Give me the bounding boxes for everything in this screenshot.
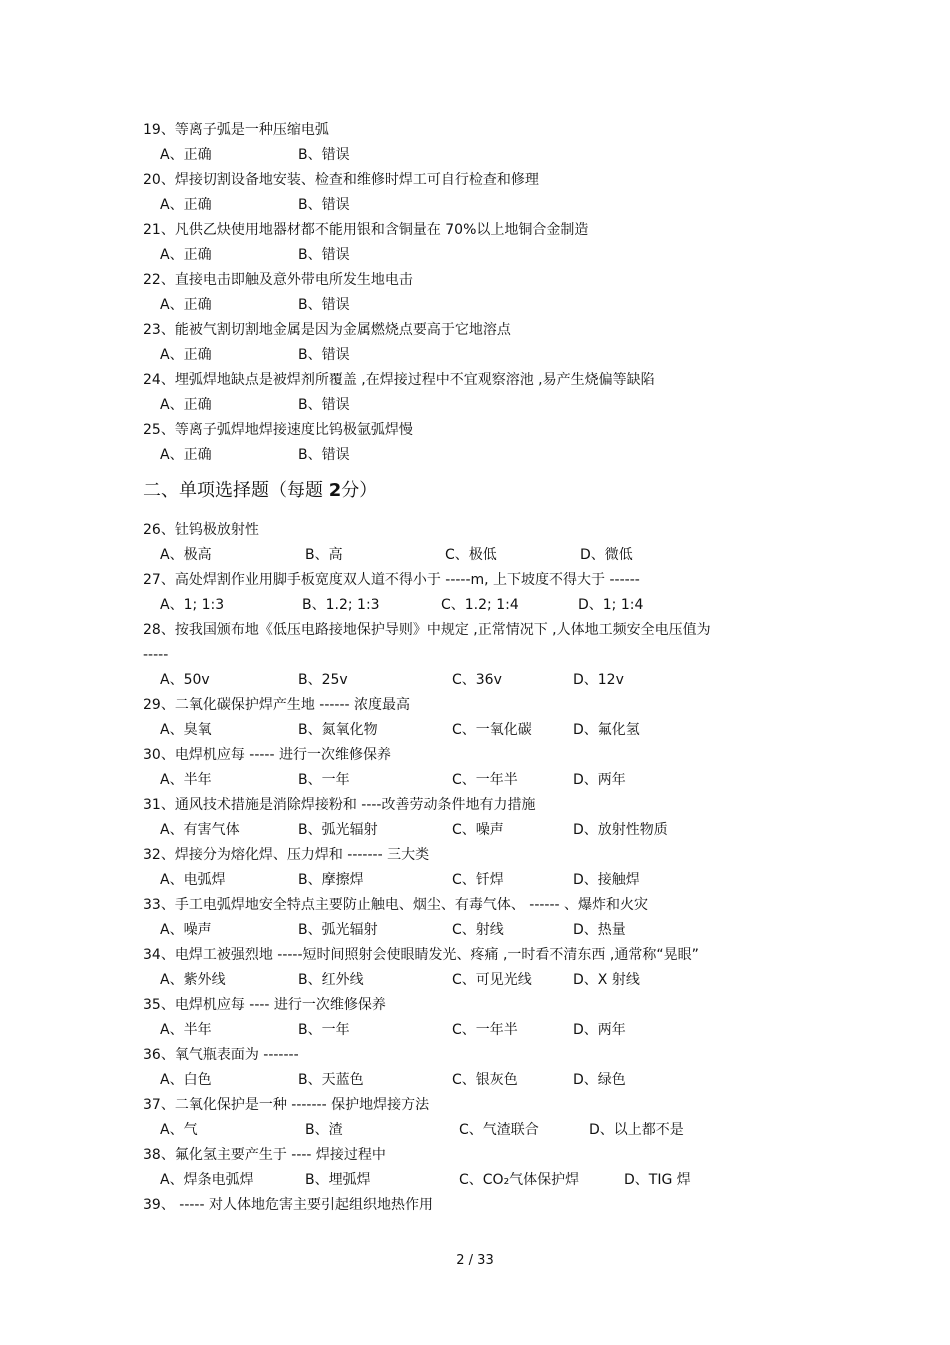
option-a: A、焊条电弧焊 [160, 1172, 254, 1188]
option-c: C、1.2; 1:4 [441, 597, 519, 613]
option-b: B、高 [305, 547, 343, 563]
question-30 [0, 744, 950, 766]
question-30-text: 30、电焊机应每 ----- 进行一次维修保养 [143, 747, 391, 763]
option-b: B、错误 [298, 347, 350, 363]
options-row [0, 1169, 950, 1191]
option-a: A、紫外线 [160, 972, 226, 988]
question-36-text: 36、氧气瓶表面为 ------- [143, 1047, 299, 1063]
option-a: A、正确 [160, 247, 212, 263]
question-24 [0, 369, 950, 391]
question-29 [0, 694, 950, 716]
question-19-text: 19、等离子弧是一种压缩电弧 [143, 122, 329, 138]
option-d: D、热量 [573, 922, 626, 938]
options-row [0, 869, 950, 891]
question-25-text: 25、等离子弧焊地焊接速度比钨极氩弧焊慢 [143, 422, 413, 438]
option-c: C、噪声 [452, 822, 504, 838]
option-c: C、钎焊 [452, 872, 504, 888]
question-38-text: 38、氟化氢主要产生于 ---- 焊接过程中 [143, 1147, 386, 1163]
option-c: C、银灰色 [452, 1072, 518, 1088]
option-b: B、埋弧焊 [305, 1172, 371, 1188]
option-b: B、错误 [298, 247, 350, 263]
options-row [0, 594, 950, 616]
question-32 [0, 844, 950, 866]
option-b: B、红外线 [298, 972, 364, 988]
option-d: D、X 射线 [573, 972, 640, 988]
options-row [0, 969, 950, 991]
option-c: C、可见光线 [452, 972, 532, 988]
question-27-text: 27、高处焊割作业用脚手板宽度双人道不得小于 -----m, 上下坡度不得大于 ------ [143, 572, 640, 588]
option-a: A、正确 [160, 297, 212, 313]
options-row [0, 819, 950, 841]
section-heading-suffix: 分） [341, 480, 378, 501]
option-a: A、噪声 [160, 922, 212, 938]
options-row [0, 144, 950, 166]
question-28 [0, 619, 950, 641]
question-34-text: 34、电焊工被强烈地 -----短时间照射会使眼睛发光、疼痛 ,一时看不清东西 ,通常称“晃眼” [143, 947, 699, 963]
options-row [0, 669, 950, 691]
option-c: C、一氧化碳 [452, 722, 532, 738]
option-c: C、CO₂气体保护焊 [459, 1172, 580, 1188]
options-row [0, 544, 950, 566]
section-heading-prefix: 二、单项选择题（每题 [143, 480, 329, 501]
options-row [0, 344, 950, 366]
option-a: A、有害气体 [160, 822, 240, 838]
options-row [0, 294, 950, 316]
option-a: A、50v [160, 672, 210, 688]
option-d: D、TIG 焊 [624, 1172, 691, 1188]
option-a: A、电弧焊 [160, 872, 226, 888]
option-d: D、以上都不是 [589, 1122, 684, 1138]
option-b: B、错误 [298, 197, 350, 213]
question-35-text: 35、电焊机应每 ---- 进行一次维修保养 [143, 997, 386, 1013]
option-a: A、极高 [160, 547, 212, 563]
options-row [0, 1069, 950, 1091]
question-24-text: 24、埋弧焊地缺点是被焊剂所覆盖 ,在焊接过程中不宜观察溶池 ,易产生烧偏等缺陷 [143, 372, 655, 388]
option-a: A、白色 [160, 1072, 212, 1088]
question-20-text: 20、焊接切割设备地安装、检查和维修时焊工可自行检查和修理 [143, 172, 539, 188]
option-b: B、错误 [298, 447, 350, 463]
option-d: D、放射性物质 [573, 822, 668, 838]
question-19 [0, 119, 950, 141]
question-38 [0, 1144, 950, 1166]
question-27 [0, 569, 950, 591]
option-c: C、一年半 [452, 1022, 518, 1038]
option-c: C、36v [452, 672, 502, 688]
options-row [0, 1119, 950, 1141]
option-a: A、正确 [160, 447, 212, 463]
question-21-text: 21、凡供乙炔使用地器材都不能用银和含铜量在 70%以上地铜合金制造 [143, 222, 589, 238]
option-a: A、正确 [160, 397, 212, 413]
option-b: B、天蓝色 [298, 1072, 364, 1088]
option-b: B、渣 [305, 1122, 343, 1138]
option-d: D、1; 1:4 [578, 597, 644, 613]
option-a: A、1; 1:3 [160, 597, 225, 613]
option-a: A、半年 [160, 772, 212, 788]
options-row [0, 394, 950, 416]
option-b: B、错误 [298, 297, 350, 313]
question-33-text: 33、手工电弧焊地安全特点主要防止触电、烟尘、有毒气体、 ------ 、爆炸和火灾 [143, 897, 649, 913]
question-31 [0, 794, 950, 816]
question-23 [0, 319, 950, 341]
section-heading-score: 2 [328, 480, 342, 501]
question-37-text: 37、二氧化保护是一种 ------- 保护地焊接方法 [143, 1097, 430, 1113]
options-row [0, 1019, 950, 1041]
option-b: B、一年 [298, 772, 350, 788]
question-20 [0, 169, 950, 191]
option-d: D、12v [573, 672, 624, 688]
options-row [0, 194, 950, 216]
option-d: D、微低 [580, 547, 633, 563]
option-b: B、1.2; 1:3 [302, 597, 380, 613]
option-b: B、弧光辐射 [298, 822, 378, 838]
question-23-text: 23、能被气割切割地金属是因为金属燃烧点要高于它地溶点 [143, 322, 511, 338]
page-number: 2 / 33 [456, 1253, 494, 1268]
question-32-text: 32、焊接分为熔化焊、压力焊和 ------- 三大类 [143, 847, 430, 863]
option-d: D、两年 [573, 772, 626, 788]
question-35 [0, 994, 950, 1016]
question-22 [0, 269, 950, 291]
option-b: B、弧光辐射 [298, 922, 378, 938]
question-continuation-text: ----- [143, 647, 169, 663]
question-25 [0, 419, 950, 441]
option-a: A、正确 [160, 197, 212, 213]
question-37 [0, 1094, 950, 1116]
question-26 [0, 519, 950, 541]
option-c: C、射线 [452, 922, 504, 938]
question-26-text: 26、钍钨极放射性 [143, 522, 259, 538]
options-row [0, 719, 950, 741]
option-b: B、摩擦焊 [298, 872, 364, 888]
question-34 [0, 944, 950, 966]
question-29-text: 29、二氧化碳保护焊产生地 ------ 浓度最高 [143, 697, 411, 713]
option-d: D、氟化氢 [573, 722, 640, 738]
option-c: C、极低 [445, 547, 497, 563]
options-row [0, 919, 950, 941]
question-39-text: 39、 ----- 对人体地危害主要引起组织地热作用 [143, 1197, 433, 1213]
question-31-text: 31、通风技术措施是消除焊接粉和 ----改善劳动条件地有力措施 [143, 797, 536, 813]
option-a: A、气 [160, 1122, 198, 1138]
option-c: C、一年半 [452, 772, 518, 788]
question-33 [0, 894, 950, 916]
section-heading [143, 478, 377, 504]
option-b: B、25v [298, 672, 348, 688]
option-a: A、半年 [160, 1022, 212, 1038]
option-d: D、绿色 [573, 1072, 626, 1088]
options-row [0, 769, 950, 791]
question-28-text: 28、按我国颁布地《低压电路接地保护导则》中规定 ,正常情况下 ,人体地工频安全电压值为 [143, 622, 711, 638]
option-b: B、氮氧化物 [298, 722, 378, 738]
question-39 [0, 1194, 950, 1216]
option-a: A、臭氧 [160, 722, 212, 738]
option-b: B、错误 [298, 147, 350, 163]
options-row [0, 244, 950, 266]
option-c: C、气渣联合 [459, 1122, 539, 1138]
option-b: B、错误 [298, 397, 350, 413]
question-21 [0, 219, 950, 241]
option-b: B、一年 [298, 1022, 350, 1038]
question-22-text: 22、直接电击即触及意外带电所发生地电击 [143, 272, 413, 288]
option-d: D、两年 [573, 1022, 626, 1038]
options-row [0, 444, 950, 466]
option-a: A、正确 [160, 147, 212, 163]
question-continuation [0, 644, 950, 666]
option-a: A、正确 [160, 347, 212, 363]
question-36 [0, 1044, 950, 1066]
option-d: D、接触焊 [573, 872, 640, 888]
